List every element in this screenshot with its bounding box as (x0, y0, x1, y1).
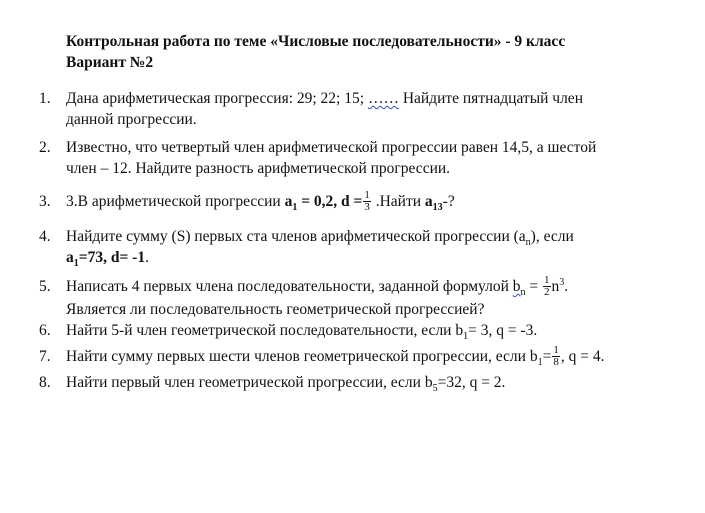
task-text-line-1: Известно, что четвертый член арифметической прогрессии равен 14,5, а шестой (66, 139, 597, 156)
task-number: 8. (39, 374, 51, 391)
task-number: 2. (39, 139, 51, 156)
task-item-3 (0, 187, 705, 223)
task-number: 4. (39, 228, 51, 245)
fraction: $\frac{1}{3}$ (364, 189, 370, 213)
task-text-line-1: 3.В арифметической прогрессии $a_1 = 0,2$, d = $\frac{1}{3}$ .Найти $a_{13}-$? (66, 189, 455, 214)
given-a1: $a_1 = 0,2$, d = (284, 193, 363, 214)
task-number: 6. (39, 322, 51, 339)
task-text-line-2: данной прогрессии. (66, 111, 197, 128)
task-number: 7. (39, 348, 51, 365)
task-text-line-2: Является ли последовательность геометрической прогрессией? (66, 301, 485, 318)
task-number: 5. (39, 278, 51, 295)
task-item-8 (0, 370, 705, 394)
target-a13: $a_{13}$ (424, 193, 443, 214)
spellcheck-squiggle: …… (367, 90, 399, 107)
task-item-7 (0, 344, 705, 370)
task-item-6 (0, 320, 705, 344)
title-line-2: Вариант №2 (66, 54, 154, 71)
task-item-5 (0, 272, 705, 320)
task-text-line-1: Написать 4 первых члена последовательности, заданной формулой $b_n$ = $\frac{1}{2}$ $n^3$. (66, 274, 569, 299)
task-text-line-1: Найдите сумму (S) первых ста членов арифметической прогрессии $(a_n)$, если (66, 228, 574, 249)
task-text-line-1: Найти сумму первых шести членов геометрической прогрессии, если $b_1=$ $\frac{1}{8}$ , q = 4. (66, 344, 605, 369)
task-number: 1. (39, 90, 51, 107)
task-item-2 (0, 137, 705, 187)
task-text-line-1: Найти 5-й член геометрической последовательности, если $b_1= 3$, q = -3. (66, 322, 538, 343)
task-text-line-1: Найти первый член геометрической прогрессии, если $b_5=32$, q = 2. (66, 374, 506, 395)
fraction: $\frac{1}{2}$ (544, 274, 550, 298)
fraction: $\frac{1}{8}$ (553, 344, 559, 368)
task-text-line-2: $a_1=73$, d= -1. (66, 249, 149, 270)
task-text-line-2: член – 12. Найдите разность арифметической прогрессии. (66, 160, 451, 177)
task-item-1 (0, 88, 705, 137)
task-number: 3. (39, 193, 51, 210)
spellcheck-squiggle: $b_n$ (512, 278, 526, 299)
task-text-line-1: Дана арифметическая прогрессия: 29; 22; 15; …… Найдите пятнадцатый член (66, 90, 583, 107)
title-line-1: Контрольная работа по теме «Числовые последовательности» - 9 класс (66, 33, 566, 50)
task-list (0, 88, 705, 394)
task-item-4 (0, 223, 705, 272)
document-title (66, 31, 565, 73)
